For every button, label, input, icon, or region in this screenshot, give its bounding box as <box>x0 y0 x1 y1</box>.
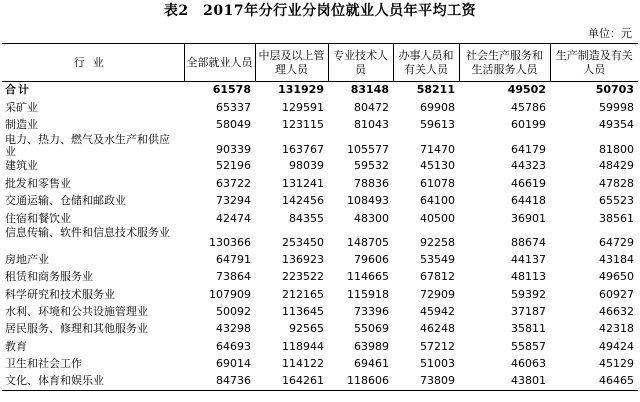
wage-value-cell: 72909 <box>420 287 455 301</box>
wage-value-cell: 55069 <box>354 322 389 336</box>
wage-value-cell: 46632 <box>599 305 634 319</box>
wage-value-cell: 107909 <box>209 287 251 301</box>
table-row <box>2 286 638 303</box>
total-row <box>2 82 638 99</box>
wage-value-cell: 46248 <box>420 322 455 336</box>
wage-value-cell: 64791 <box>216 252 251 266</box>
column-header-all-employees: 全部就业人员 <box>184 44 255 82</box>
wage-value-cell: 57212 <box>420 339 455 353</box>
table-row <box>2 251 638 268</box>
industry-name-cell: 水利、环境和公共设施管理业 <box>5 305 148 319</box>
wage-value-cell: 60199 <box>511 117 546 131</box>
table-row <box>2 192 638 209</box>
wage-value-cell: 131929 <box>278 83 324 97</box>
wage-value-cell: 67812 <box>420 270 455 284</box>
wage-value-cell: 253450 <box>282 236 324 250</box>
wage-value-cell: 98039 <box>289 159 324 173</box>
wage-value-cell: 59998 <box>599 100 634 114</box>
table-row <box>2 134 638 158</box>
table-row <box>2 99 638 116</box>
wage-value-cell: 36901 <box>511 211 546 225</box>
table-header <box>2 44 638 82</box>
table-row <box>2 227 638 251</box>
table-row <box>2 321 638 338</box>
wage-value-cell: 108493 <box>347 194 389 208</box>
wage-value-cell: 114665 <box>347 270 389 284</box>
wage-value-cell: 48429 <box>599 159 634 173</box>
wage-value-cell: 65337 <box>216 100 251 114</box>
wage-value-cell: 105577 <box>347 142 389 156</box>
column-header-service-workers: 社会生产服务和生活服务人员 <box>459 44 550 82</box>
wage-value-cell: 90339 <box>216 142 251 156</box>
wage-value-cell: 148705 <box>347 236 389 250</box>
wage-value-cell: 65523 <box>599 194 634 208</box>
wage-value-cell: 130366 <box>209 236 251 250</box>
wage-value-cell: 50092 <box>216 305 251 319</box>
wage-value-cell: 73396 <box>354 305 389 319</box>
wage-value-cell: 163767 <box>282 142 324 156</box>
wage-value-cell: 142456 <box>282 194 324 208</box>
wage-value-cell: 92565 <box>289 322 324 336</box>
wage-value-cell: 123115 <box>282 117 324 131</box>
table-row <box>2 210 638 227</box>
wage-value-cell: 52196 <box>216 159 251 173</box>
column-header-industry: 行业 <box>2 44 184 82</box>
industry-name-cell: 租赁和商务服务业 <box>5 270 93 284</box>
industry-name-cell: 建筑业 <box>5 159 38 173</box>
wage-value-cell: 37187 <box>511 305 546 319</box>
wage-value-cell: 113645 <box>282 305 324 319</box>
table-row <box>2 373 638 390</box>
industry-name-cell: 合计 <box>5 83 31 97</box>
wage-value-cell: 118606 <box>328 373 393 390</box>
wage-value-cell: 50703 <box>595 83 634 97</box>
wage-value-cell: 49424 <box>599 339 634 353</box>
wage-value-cell: 40500 <box>420 211 455 225</box>
wage-value-cell: 35811 <box>511 322 546 336</box>
wage-value-cell: 48300 <box>354 211 389 225</box>
wage-value-cell: 51003 <box>420 357 455 371</box>
wage-value-cell: 64693 <box>216 339 251 353</box>
wage-value-cell: 45129 <box>599 357 634 371</box>
industry-name-cell: 交通运输、仓储和邮政业 <box>5 194 126 208</box>
wage-value-cell: 114122 <box>282 357 324 371</box>
wage-value-cell: 88674 <box>511 236 546 250</box>
wage-value-cell: 42474 <box>216 211 251 225</box>
wage-value-cell: 47828 <box>599 176 634 190</box>
wage-value-cell: 61078 <box>420 176 455 190</box>
wage-value-cell: 43801 <box>459 373 550 390</box>
column-header-managers: 中层及以上管理人员 <box>255 44 328 82</box>
wage-value-cell: 43298 <box>216 322 251 336</box>
wage-value-cell: 69461 <box>354 357 389 371</box>
wage-value-cell: 48113 <box>511 270 546 284</box>
wage-value-cell: 71470 <box>420 142 455 156</box>
wage-value-cell: 63722 <box>216 176 251 190</box>
wage-value-cell: 81043 <box>354 117 389 131</box>
industry-name-cell: 卫生和社会工作 <box>5 357 82 371</box>
wage-value-cell: 46619 <box>511 176 546 190</box>
industry-name-cell: 信息传输、软件和信息技术服务业 <box>5 226 170 240</box>
wage-value-cell: 58211 <box>416 83 455 97</box>
wage-value-cell: 44323 <box>511 159 546 173</box>
table-row <box>2 303 638 320</box>
wage-value-cell: 64179 <box>511 142 546 156</box>
wage-value-cell: 45942 <box>420 305 455 319</box>
table-title: 表2 2017年分行业分岗位就业人员年平均工资 <box>163 3 477 19</box>
wage-value-cell: 83148 <box>350 83 389 97</box>
wage-value-cell: 44137 <box>511 252 546 266</box>
wage-value-cell: 80472 <box>354 100 389 114</box>
industry-name-cell: 教育 <box>5 339 27 353</box>
wage-value-cell: 64100 <box>420 194 455 208</box>
industry-name-cell: 批发和零售业 <box>5 176 71 190</box>
table-row <box>2 356 638 373</box>
wage-value-cell: 118944 <box>282 339 324 353</box>
column-header-production-workers: 生产制造及有关人员 <box>550 44 638 82</box>
table-body <box>2 82 638 391</box>
wage-value-cell: 58049 <box>216 117 251 131</box>
wage-value-cell: 73864 <box>216 270 251 284</box>
table-row <box>2 158 638 175</box>
wage-value-cell: 43184 <box>599 252 634 266</box>
wage-value-cell: 46465 <box>550 373 638 390</box>
wage-value-cell: 49502 <box>507 83 546 97</box>
wage-value-cell: 92258 <box>420 236 455 250</box>
wage-value-cell: 49650 <box>599 270 634 284</box>
wage-value-cell: 55857 <box>511 339 546 353</box>
wage-value-cell: 79606 <box>354 252 389 266</box>
wage-value-cell: 129591 <box>282 100 324 114</box>
wage-value-cell: 84736 <box>184 373 255 390</box>
column-header-clerks: 办事人员和有关人员 <box>393 44 459 82</box>
industry-name-cell: 制造业 <box>5 117 38 131</box>
industry-name-cell: 住宿和餐饮业 <box>5 211 71 225</box>
wage-value-cell: 61578 <box>212 83 251 97</box>
table-row <box>2 338 638 355</box>
industry-name-cell: 房地产业 <box>5 252 49 266</box>
unit-label: 单位：元 <box>588 27 632 40</box>
wage-value-cell: 131241 <box>282 176 324 190</box>
industry-name-cell: 采矿业 <box>5 100 38 114</box>
wage-value-cell: 64729 <box>599 236 634 250</box>
industry-name-cell: 文化、体育和娱乐业 <box>2 373 184 390</box>
wage-value-cell: 59392 <box>511 287 546 301</box>
header-row <box>2 44 638 82</box>
industry-name-cell: 科学研究和技术服务业 <box>5 287 115 301</box>
table-row <box>2 116 638 133</box>
wage-value-cell: 45130 <box>420 159 455 173</box>
wage-value-cell: 60927 <box>599 287 634 301</box>
wage-value-cell: 73294 <box>216 194 251 208</box>
industry-name-cell: 居民服务、修理和其他服务业 <box>5 322 148 336</box>
table-row <box>2 175 638 192</box>
wage-value-cell: 212165 <box>282 287 324 301</box>
wage-value-cell: 81800 <box>599 142 634 156</box>
industry-name-cell: 电力、热力、燃气及水生产和供应业 <box>5 132 170 158</box>
wage-value-cell: 46063 <box>511 357 546 371</box>
wage-value-cell: 115918 <box>347 287 389 301</box>
wage-value-cell: 69908 <box>420 100 455 114</box>
wage-value-cell: 49354 <box>599 117 634 131</box>
wage-value-cell: 64418 <box>511 194 546 208</box>
wage-table <box>2 43 638 391</box>
wage-value-cell: 136923 <box>282 252 324 266</box>
wage-value-cell: 69014 <box>216 357 251 371</box>
wage-value-cell: 53549 <box>420 252 455 266</box>
wage-value-cell: 42318 <box>599 322 634 336</box>
wage-value-cell: 164261 <box>255 373 328 390</box>
wage-value-cell: 38561 <box>599 211 634 225</box>
wage-value-cell: 84355 <box>289 211 324 225</box>
wage-value-cell: 78836 <box>354 176 389 190</box>
wage-value-cell: 59532 <box>354 159 389 173</box>
wage-value-cell: 59613 <box>420 117 455 131</box>
wage-value-cell: 45786 <box>511 100 546 114</box>
column-header-professionals: 专业技术人员 <box>328 44 393 82</box>
table-row <box>2 269 638 286</box>
wage-value-cell: 63989 <box>354 339 389 353</box>
wage-value-cell: 223522 <box>282 270 324 284</box>
wage-value-cell: 73809 <box>393 373 459 390</box>
